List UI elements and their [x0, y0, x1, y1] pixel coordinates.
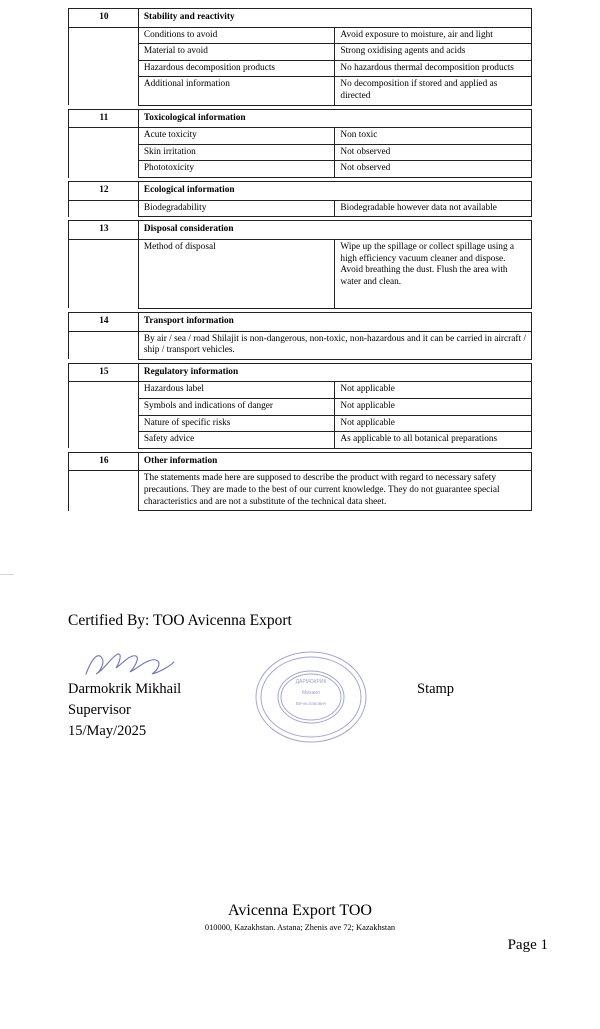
section-header-row: [69, 109, 532, 128]
section-title: Other information: [138, 452, 531, 471]
row-label: Biodegradability: [138, 200, 335, 217]
row-gutter: [69, 239, 139, 308]
row-value: Not observed: [335, 144, 532, 161]
row-label: Hazardous decomposition products: [138, 60, 335, 77]
section-number: 12: [69, 182, 139, 201]
row-value: Non toxic: [335, 128, 532, 145]
sds-table-body: [69, 9, 532, 511]
row-gutter: [69, 432, 139, 449]
section-title: Transport information: [138, 312, 531, 331]
table-row: [69, 471, 532, 511]
stamp-label: Stamp: [417, 681, 455, 697]
row-value: Strong oxidising agents and acids: [335, 44, 532, 61]
seal-text-top: ДАРМОКРИК: [295, 679, 327, 685]
row-gutter: [69, 144, 139, 161]
row-gutter: [69, 398, 139, 415]
section-title: Stability and reactivity: [138, 9, 531, 28]
safety-data-sheet-table: [68, 8, 532, 511]
signer-date: 15/May/2025: [68, 723, 147, 740]
row-value: Not applicable: [335, 398, 532, 415]
seal-ring-text: · · · · · · · · · · ·: [299, 734, 323, 738]
table-row: [69, 77, 532, 105]
row-value: No decomposition if stored and applied as directed: [335, 77, 532, 105]
handwritten-signature: [82, 648, 178, 680]
table-row: [69, 144, 532, 161]
row-label: Nature of specific risks: [138, 415, 335, 432]
row-gutter: [69, 471, 139, 511]
row-label: Acute toxicity: [138, 128, 335, 145]
section-title: Regulatory information: [138, 363, 531, 382]
row-gutter: [69, 77, 139, 105]
row-value: By air / sea / road Shilajit is non-dangerous, non-toxic, non-hazardous and it can be carried in aircraft / ship / transport vehicles.: [138, 331, 531, 359]
row-label: Phototoxicity: [138, 161, 335, 178]
row-label: Symbols and indications of danger: [138, 398, 335, 415]
seal-text-mid: Михаил: [302, 690, 320, 696]
row-value: Not applicable: [335, 382, 532, 399]
table-row: [69, 398, 532, 415]
row-gutter: [69, 128, 139, 145]
row-label: Method of disposal: [138, 239, 335, 308]
row-gutter: [69, 200, 139, 217]
row-gutter: [69, 415, 139, 432]
section-number: 13: [69, 221, 139, 240]
company-seal-stamp-icon: [253, 649, 369, 745]
row-label: Skin irritation: [138, 144, 335, 161]
row-value: Avoid exposure to moisture, air and light: [335, 27, 532, 44]
table-row: [69, 239, 532, 308]
row-value: Biodegradable however data not available: [335, 200, 532, 217]
seal-text-bottom: Вячеславович: [295, 701, 327, 706]
signer-title: Supervisor: [68, 702, 131, 719]
seal-ring-text: · · · · · · · · · · ·: [299, 658, 323, 662]
table-row: [69, 161, 532, 178]
row-label: Safety advice: [138, 432, 335, 449]
section-number: 10: [69, 9, 139, 28]
signer-block: [68, 679, 181, 742]
section-header-row: [69, 221, 532, 240]
table-row: [69, 415, 532, 432]
row-gutter: [69, 44, 139, 61]
table-row: [69, 128, 532, 145]
table-row: [69, 27, 532, 44]
section-header-row: [69, 312, 532, 331]
scan-artifact-line: [0, 574, 14, 575]
section-number: 16: [69, 452, 139, 471]
section-number: 11: [69, 109, 139, 128]
section-title: Toxicological information: [138, 109, 531, 128]
row-value: Wipe up the spillage or collect spillage using a high efficiency vacuum cleaner and dispose. Avoid breathing the dust. Flush the area with water and clean.: [335, 239, 532, 308]
section-title: Disposal consideration: [138, 221, 531, 240]
row-value: The statements made here are supposed to describe the product with regard to necessary safety precautions. They are made to the best of our current knowledge. They do not guarantee special characteristics and are not a substitute of the technical data sheet.: [138, 471, 531, 511]
page-number: Page 1: [507, 937, 548, 953]
table-row: [69, 382, 532, 399]
footer-address: 010000, Kazakhstan. Astana; Zhenis ave 72; Kazakhstan: [204, 923, 396, 932]
section-header-row: [69, 452, 532, 471]
section-number: 14: [69, 312, 139, 331]
row-gutter: [69, 331, 139, 359]
row-label: Additional information: [138, 77, 335, 105]
table-row: [69, 432, 532, 449]
table-row: [69, 331, 532, 359]
row-value: As applicable to all botanical preparations: [335, 432, 532, 449]
row-value: No hazardous thermal decomposition products: [335, 60, 532, 77]
row-gutter: [69, 27, 139, 44]
row-label: Conditions to avoid: [138, 27, 335, 44]
table-row: [69, 60, 532, 77]
footer-company-name: Avicenna Export TOO: [228, 902, 372, 919]
row-label: Material to avoid: [138, 44, 335, 61]
section-header-row: [69, 182, 532, 201]
section-header-row: [69, 363, 532, 382]
table-row: [69, 200, 532, 217]
row-gutter: [69, 382, 139, 399]
table-row: [69, 44, 532, 61]
certified-by-line: Certified By: TOO Avicenna Export: [68, 612, 292, 629]
section-number: 15: [69, 363, 139, 382]
section-title: Ecological information: [138, 182, 531, 201]
signer-name: Darmokrik Mikhail: [68, 681, 182, 697]
row-gutter: [69, 161, 139, 178]
row-value: Not applicable: [335, 415, 532, 432]
row-label: Hazardous label: [138, 382, 335, 399]
row-value: Not observed: [335, 161, 532, 178]
row-gutter: [69, 60, 139, 77]
section-header-row: [69, 9, 532, 28]
